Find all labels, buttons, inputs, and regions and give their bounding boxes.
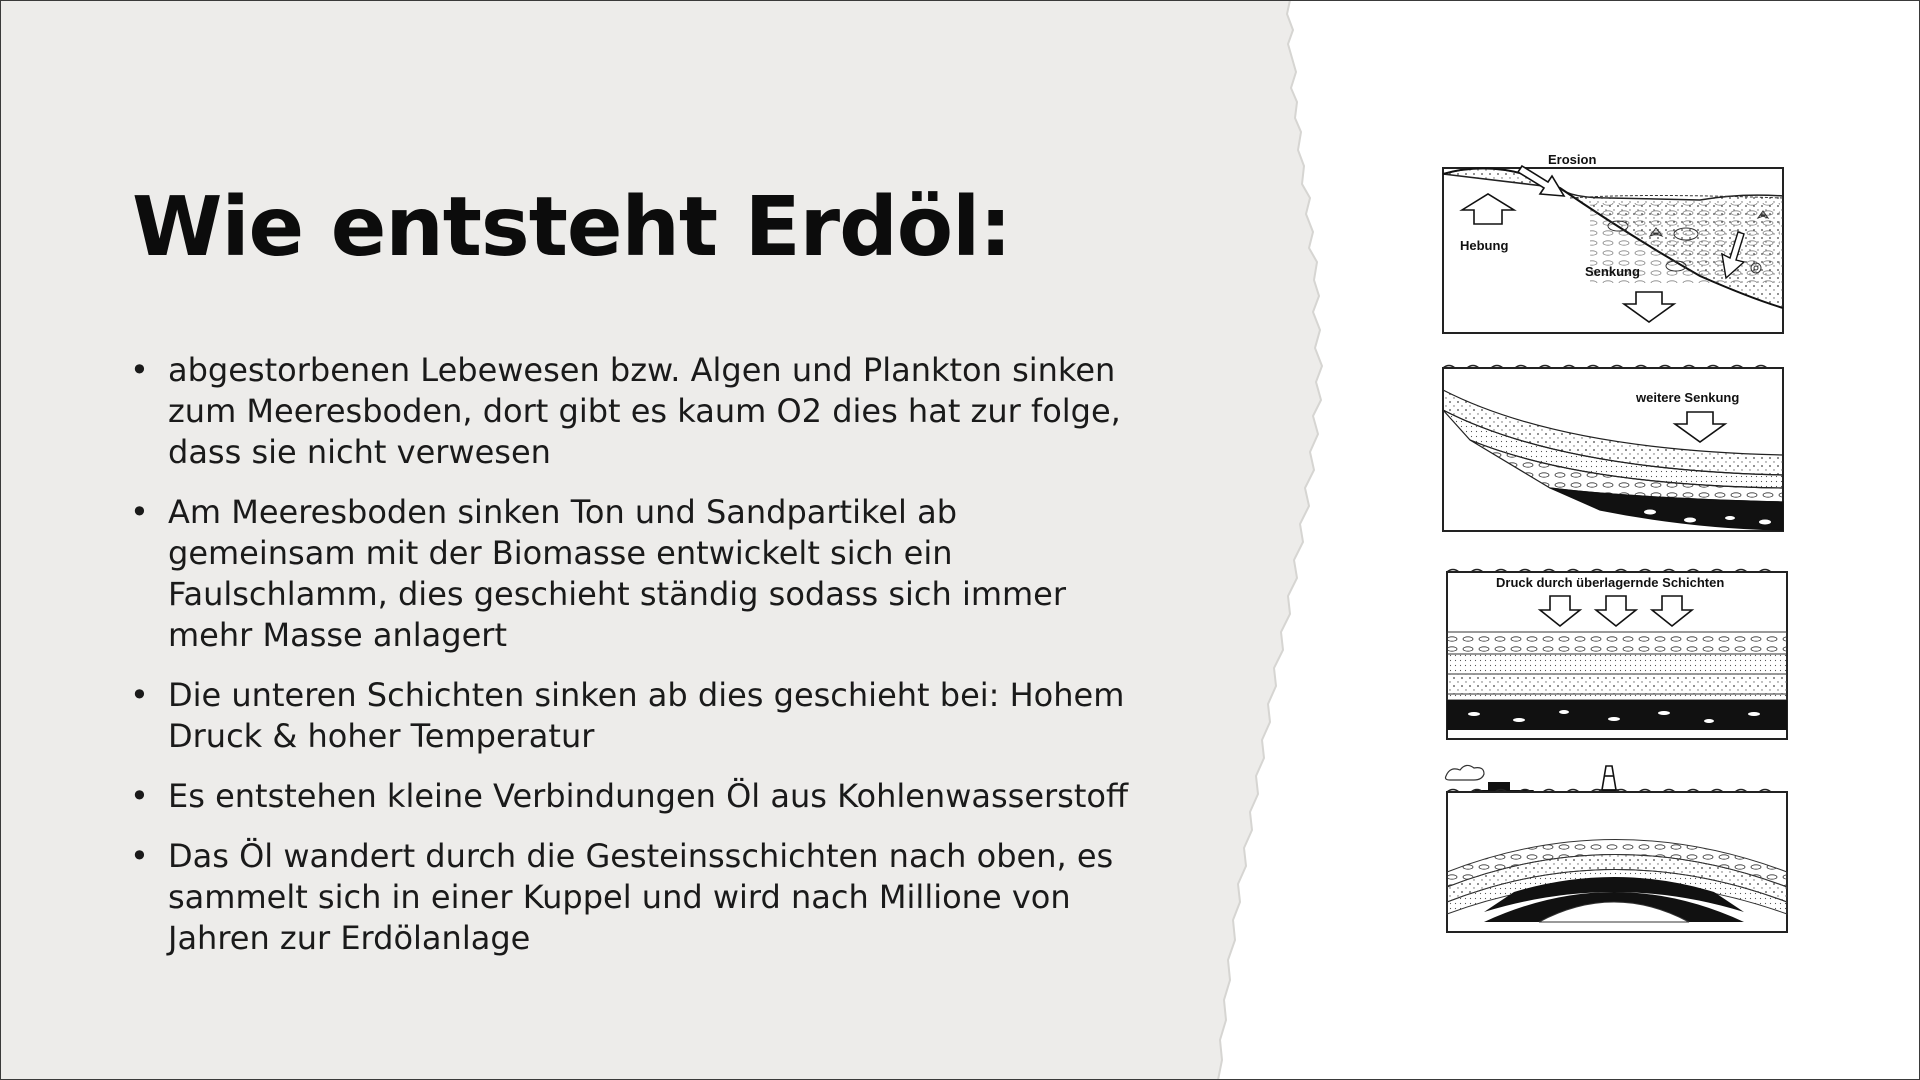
- diagram-pressure-layers: [1444, 564, 1794, 739]
- diagram-sedimentation: [1440, 148, 1790, 338]
- label-senkung: Senkung: [1585, 264, 1640, 279]
- label-druck: Druck durch überlagernde Schichten: [1496, 575, 1725, 590]
- bullet-item: [130, 492, 1130, 656]
- diagram-further-subsidence: [1440, 360, 1790, 535]
- label-weitere-senkung: weitere Senkung: [1636, 390, 1740, 405]
- bullet-dot: •: [130, 493, 149, 531]
- bullet-dot: •: [130, 676, 149, 714]
- diagram-oil-trap: [1444, 762, 1794, 937]
- bullet-item: [130, 675, 1130, 757]
- bullet-text: Am Meeresboden sinken Ton und Sandpartikel ab gemeinsam mit der Biomasse entwickelt sich ein Faulschlamm, dies geschieht ständig sodass sich immer mehr Masse anlagert: [168, 493, 1067, 654]
- label-erosion: Erosion: [1548, 152, 1597, 167]
- bullet-dot: •: [130, 777, 149, 815]
- bullet-text: Das Öl wandert durch die Gesteinsschichten nach oben, es sammelt sich in einer Kuppel und wird nach Millione von Jahren zur Erdölanlage: [168, 837, 1114, 957]
- bullet-text: abgestorbenen Lebewesen bzw. Algen und Plankton sinken zum Meeresboden, dort gibt es kaum O2 dies hat zur folge, dass sie nicht verwesen: [168, 351, 1121, 471]
- label-hebung: Hebung: [1460, 238, 1509, 253]
- bullet-text: Es entstehen kleine Verbindungen Öl aus Kohlenwasserstoff: [168, 777, 1129, 815]
- slide-title: Wie entsteht Erdöl:: [132, 180, 1012, 275]
- oil-source-layer: [1447, 700, 1787, 730]
- pressure-arrows-icon: [1540, 596, 1692, 626]
- bullet-item: [130, 836, 1130, 959]
- bullet-list: [130, 350, 1130, 978]
- bullet-dot: •: [130, 837, 149, 875]
- cloud-icon: [1446, 765, 1485, 780]
- bullet-dot: •: [130, 351, 149, 389]
- bullet-item: [130, 776, 1130, 817]
- bullet-text: Die unteren Schichten sinken ab dies geschieht bei: Hohem Druck & hoher Temperatur: [168, 676, 1125, 755]
- bullet-item: [130, 350, 1130, 473]
